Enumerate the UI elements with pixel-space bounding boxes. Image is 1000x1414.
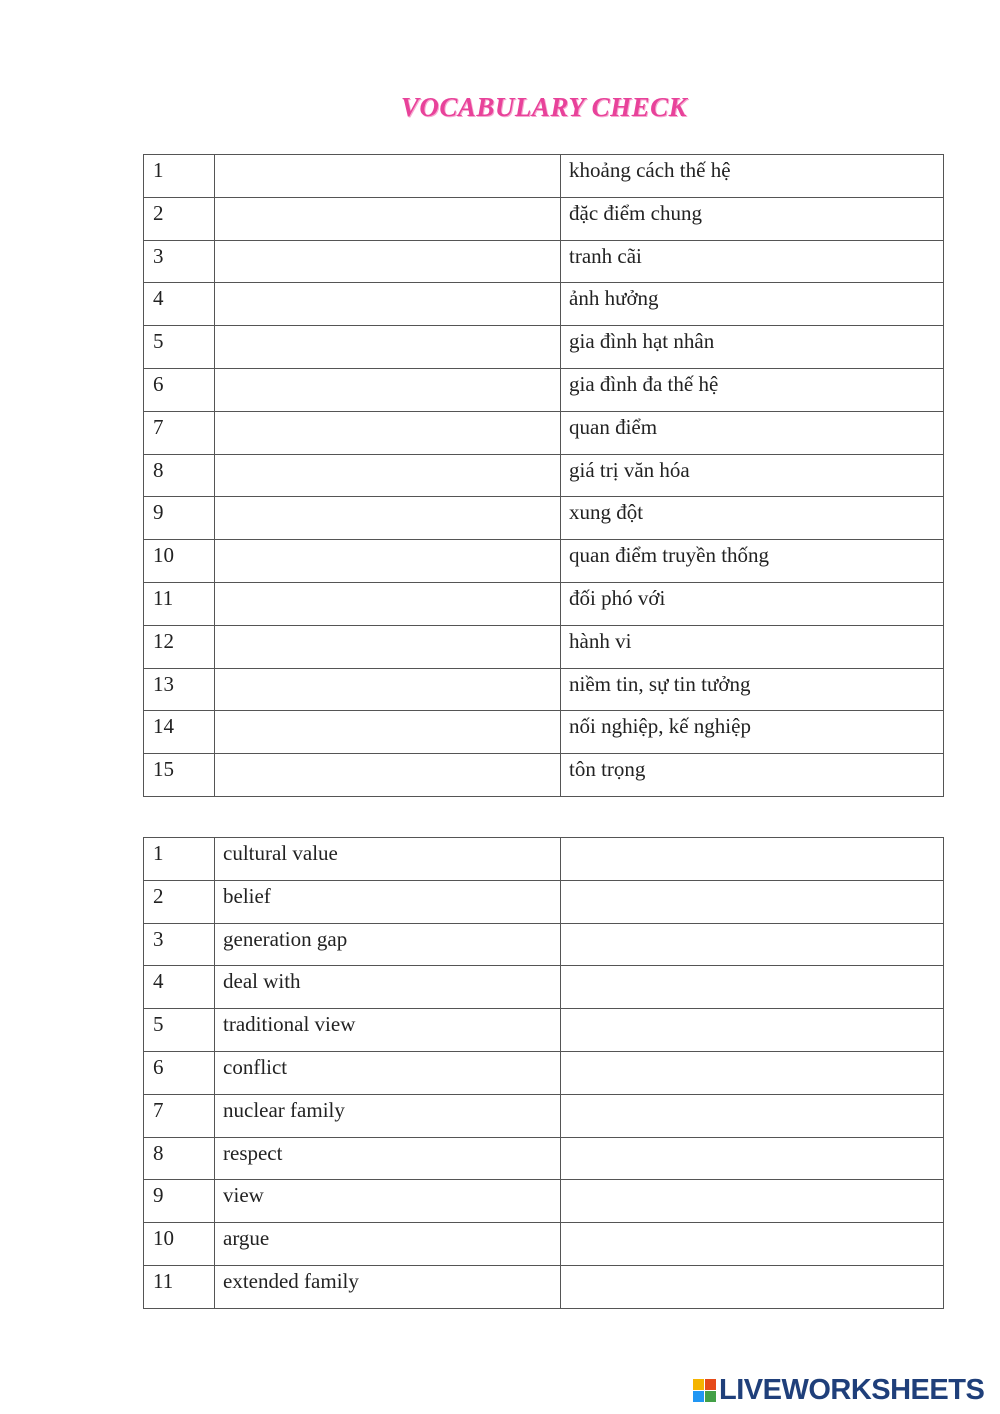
vietnamese-cell: ảnh hưởng	[561, 283, 944, 326]
english-cell: traditional view	[215, 1009, 561, 1052]
english-cell[interactable]	[215, 197, 561, 240]
row-number: 11	[144, 1265, 215, 1308]
row-number: 15	[144, 754, 215, 797]
table-row	[144, 966, 944, 1009]
row-number: 8	[144, 454, 215, 497]
english-cell: cultural value	[215, 838, 561, 881]
row-number: 5	[144, 326, 215, 369]
table-row	[144, 197, 944, 240]
table-row	[144, 1009, 944, 1052]
english-cell: deal with	[215, 966, 561, 1009]
table-row	[144, 368, 944, 411]
english-cell: argue	[215, 1223, 561, 1266]
vietnamese-cell: hành vi	[561, 625, 944, 668]
liveworksheets-logo-icon	[693, 1379, 716, 1402]
english-cell[interactable]	[215, 240, 561, 283]
english-cell: conflict	[215, 1051, 561, 1094]
english-cell[interactable]	[215, 155, 561, 198]
row-number: 8	[144, 1137, 215, 1180]
table-row	[144, 240, 944, 283]
vietnamese-cell: khoảng cách thế hệ	[561, 155, 944, 198]
english-cell[interactable]	[215, 754, 561, 797]
vocab-table-english	[143, 837, 944, 1309]
vietnamese-cell[interactable]	[561, 838, 944, 881]
english-cell: extended family	[215, 1265, 561, 1308]
table-row	[144, 711, 944, 754]
english-cell: respect	[215, 1137, 561, 1180]
table-row	[144, 923, 944, 966]
row-number: 4	[144, 283, 215, 326]
vietnamese-cell[interactable]	[561, 1265, 944, 1308]
vietnamese-cell[interactable]	[561, 1094, 944, 1137]
vietnamese-cell[interactable]	[561, 1223, 944, 1266]
english-cell[interactable]	[215, 540, 561, 583]
english-cell[interactable]	[215, 711, 561, 754]
table-row	[144, 625, 944, 668]
row-number: 9	[144, 1180, 215, 1223]
table-row	[144, 1094, 944, 1137]
row-number: 2	[144, 197, 215, 240]
table-row	[144, 838, 944, 881]
english-cell[interactable]	[215, 625, 561, 668]
liveworksheets-logo	[693, 1374, 984, 1406]
table-row	[144, 1137, 944, 1180]
table-row	[144, 1265, 944, 1308]
vietnamese-cell: giá trị văn hóa	[561, 454, 944, 497]
table-row	[144, 754, 944, 797]
vietnamese-cell: quan điểm	[561, 411, 944, 454]
row-number: 6	[144, 368, 215, 411]
vietnamese-cell[interactable]	[561, 880, 944, 923]
vocab-table-vietnamese	[143, 154, 944, 797]
table-row	[144, 1223, 944, 1266]
row-number: 14	[144, 711, 215, 754]
vietnamese-cell[interactable]	[561, 1051, 944, 1094]
table-row	[144, 326, 944, 369]
vietnamese-cell: tranh cãi	[561, 240, 944, 283]
row-number: 1	[144, 838, 215, 881]
vietnamese-cell: gia đình hạt nhân	[561, 326, 944, 369]
table-row	[144, 454, 944, 497]
row-number: 4	[144, 966, 215, 1009]
vietnamese-cell: nối nghiệp, kế nghiệp	[561, 711, 944, 754]
row-number: 10	[144, 540, 215, 583]
row-number: 3	[144, 240, 215, 283]
table-row	[144, 582, 944, 625]
vietnamese-cell: niềm tin, sự tin tưởng	[561, 668, 944, 711]
vietnamese-cell: đối phó với	[561, 582, 944, 625]
row-number: 7	[144, 411, 215, 454]
row-number: 1	[144, 155, 215, 198]
row-number: 13	[144, 668, 215, 711]
page-title: VOCABULARY CHECK	[400, 92, 688, 122]
row-number: 6	[144, 1051, 215, 1094]
row-number: 10	[144, 1223, 215, 1266]
row-number: 11	[144, 582, 215, 625]
vietnamese-cell[interactable]	[561, 1180, 944, 1223]
row-number: 12	[144, 625, 215, 668]
english-cell[interactable]	[215, 668, 561, 711]
english-cell[interactable]	[215, 497, 561, 540]
english-cell: nuclear family	[215, 1094, 561, 1137]
vietnamese-cell: gia đình đa thế hệ	[561, 368, 944, 411]
vietnamese-cell[interactable]	[561, 966, 944, 1009]
english-cell: generation gap	[215, 923, 561, 966]
english-cell[interactable]	[215, 454, 561, 497]
row-number: 7	[144, 1094, 215, 1137]
english-cell[interactable]	[215, 283, 561, 326]
logo-text: LIVEWORKSHEETS	[719, 1373, 985, 1406]
english-cell[interactable]	[215, 411, 561, 454]
table-row	[144, 155, 944, 198]
table-row	[144, 880, 944, 923]
english-cell: belief	[215, 880, 561, 923]
vietnamese-cell[interactable]	[561, 923, 944, 966]
table-row	[144, 540, 944, 583]
row-number: 9	[144, 497, 215, 540]
table-row	[144, 668, 944, 711]
vietnamese-cell[interactable]	[561, 1137, 944, 1180]
english-cell[interactable]	[215, 368, 561, 411]
english-cell[interactable]	[215, 326, 561, 369]
table-row	[144, 411, 944, 454]
vietnamese-cell: tôn trọng	[561, 754, 944, 797]
vietnamese-cell: đặc điểm chung	[561, 197, 944, 240]
vietnamese-cell[interactable]	[561, 1009, 944, 1052]
vietnamese-cell: quan điểm truyền thống	[561, 540, 944, 583]
row-number: 2	[144, 880, 215, 923]
english-cell: view	[215, 1180, 561, 1223]
english-cell[interactable]	[215, 582, 561, 625]
table-row	[144, 283, 944, 326]
row-number: 5	[144, 1009, 215, 1052]
table-row	[144, 1051, 944, 1094]
vietnamese-cell: xung đột	[561, 497, 944, 540]
table-row	[144, 497, 944, 540]
table-row	[144, 1180, 944, 1223]
row-number: 3	[144, 923, 215, 966]
